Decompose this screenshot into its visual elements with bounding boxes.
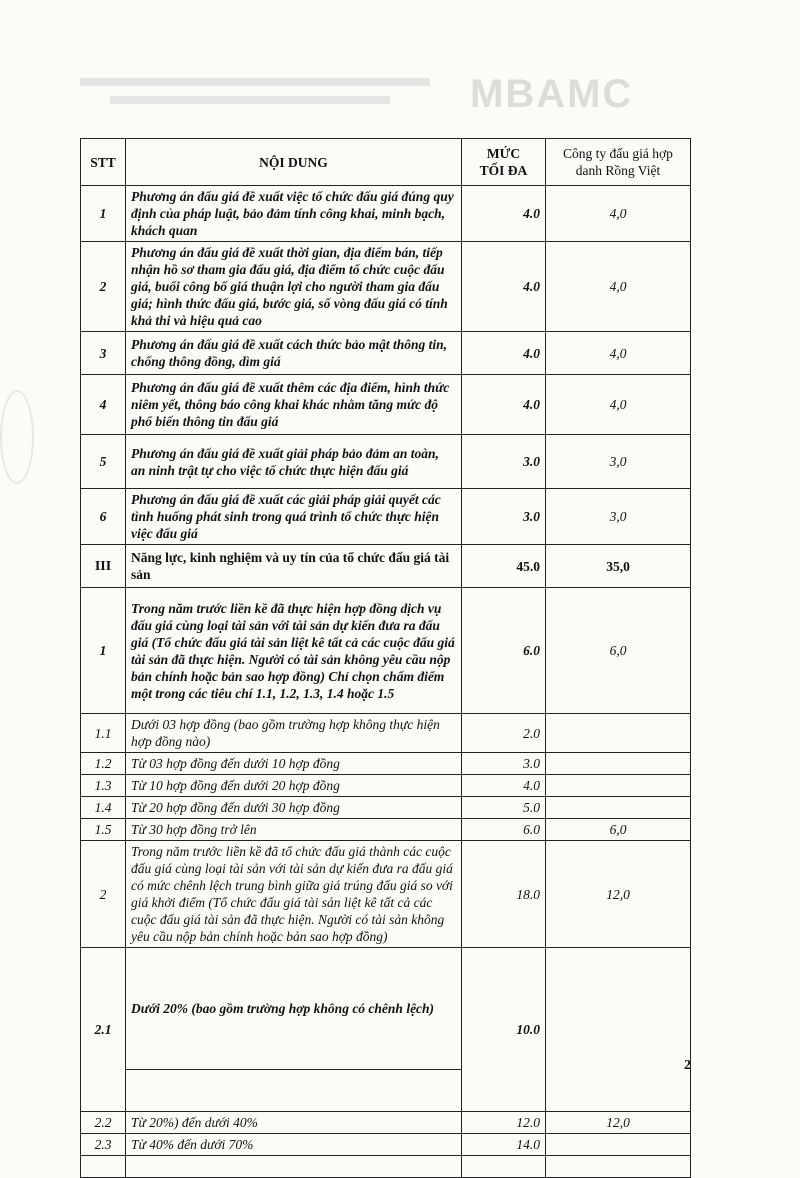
- table-row: [81, 753, 691, 775]
- row-max-score: 12.0: [462, 1112, 546, 1134]
- table-row: [81, 775, 691, 797]
- row-content: Phương án đấu giá đề xuất thêm các địa điểm, hình thức niêm yết, thông báo công khai khác nhằm tăng mức độ phổ biến thông tin đấu giá: [126, 375, 462, 435]
- row-company-score: [546, 1134, 691, 1156]
- row-max-score: 4.0: [462, 242, 546, 332]
- row-stt: 3: [81, 332, 126, 375]
- bleed-through-line: [110, 96, 390, 104]
- row-stt: 2.1: [81, 948, 126, 1112]
- row-stt: 1.4: [81, 797, 126, 819]
- row-company-score: 4,0: [546, 375, 691, 435]
- row-max-score: 14.0: [462, 1134, 546, 1156]
- row-stt: III: [81, 545, 126, 588]
- row-stt: 2: [81, 242, 126, 332]
- table-row: [81, 819, 691, 841]
- row-company-score: [546, 753, 691, 775]
- row-company-score: 12,0: [546, 841, 691, 948]
- row-company-score: 4,0: [546, 242, 691, 332]
- row-stt: 1.3: [81, 775, 126, 797]
- header-company: [546, 139, 691, 186]
- row-stt: 4: [81, 375, 126, 435]
- row-max-score: 3.0: [462, 435, 546, 489]
- row-max-score: 6.0: [462, 588, 546, 714]
- row-stt: 1: [81, 186, 126, 242]
- table-row: [81, 242, 691, 332]
- row-content-note: [126, 1070, 462, 1112]
- row-max-score: [462, 1156, 546, 1178]
- scoring-table: [80, 138, 691, 1178]
- row-company-score: 3,0: [546, 489, 691, 545]
- table-row: [81, 435, 691, 489]
- row-content: Từ 30 hợp đồng trở lên: [126, 819, 462, 841]
- row-max-score: 10.0: [462, 948, 546, 1112]
- row-company-score: 12,0: [546, 1112, 691, 1134]
- row-stt: 1.1: [81, 714, 126, 753]
- row-company-score: [546, 797, 691, 819]
- table-header-row: [81, 139, 691, 186]
- row-content: Từ 03 hợp đồng đến dưới 10 hợp đồng: [126, 753, 462, 775]
- row-content: Phương án đấu giá đề xuất giải pháp bảo đảm an toàn, an ninh trật tự cho việc tổ chức thực hiện đấu giá: [126, 435, 462, 489]
- row-company-score: 6,0: [546, 819, 691, 841]
- row-content: [126, 1156, 462, 1178]
- row-max-score: 4.0: [462, 775, 546, 797]
- row-max-score: 3.0: [462, 489, 546, 545]
- row-max-score: 45.0: [462, 545, 546, 588]
- row-max-score: 18.0: [462, 841, 546, 948]
- row-content: Phương án đấu giá đề xuất việc tổ chức đấu giá đúng quy định của pháp luật, bảo đảm tính công khai, minh bạch, khách quan: [126, 186, 462, 242]
- row-company-score: 4,0: [546, 186, 691, 242]
- row-max-score: 3.0: [462, 753, 546, 775]
- row-content: Phương án đấu giá đề xuất thời gian, địa điểm bán, tiếp nhận hồ sơ tham gia đấu giá, địa điểm tổ chức cuộc đấu giá, buổi công bố giá thuận lợi cho người tham gia đấu giá; hình thức đấu giá, bước giá, số vòng đấu giá có tính khả thi và hiệu quả cao: [126, 242, 462, 332]
- table-row: [81, 1156, 691, 1178]
- table-row: [81, 588, 691, 714]
- row-stt: 1.2: [81, 753, 126, 775]
- header-max-line1: MỨC: [486, 146, 521, 161]
- row-stt: 1: [81, 588, 126, 714]
- row-company-score: 6,0: [546, 588, 691, 714]
- row-company-score: 35,0: [546, 545, 691, 588]
- row-company-score: 4,0: [546, 332, 691, 375]
- table-row: [81, 332, 691, 375]
- row-stt: 2: [81, 841, 126, 948]
- row-max-score: 4.0: [462, 332, 546, 375]
- bleed-through-stamp: [0, 390, 34, 484]
- row-content: Từ 20 hợp đồng đến dưới 30 hợp đồng: [126, 797, 462, 819]
- bleed-through-logo: MBAMC: [470, 72, 634, 116]
- table-row: [81, 948, 691, 1070]
- header-content: NỘI DUNG: [126, 139, 462, 186]
- row-content: Phương án đấu giá đề xuất cách thức bảo mật thông tin, chống thông đồng, dìm giá: [126, 332, 462, 375]
- table-row: [81, 714, 691, 753]
- table-row: [81, 375, 691, 435]
- table-row: [81, 186, 691, 242]
- row-max-score: 4.0: [462, 375, 546, 435]
- row-content: Từ 20%) đến dưới 40%: [126, 1112, 462, 1134]
- row-stt: 5: [81, 435, 126, 489]
- row-content: Dưới 20% (bao gồm trường hợp không có chênh lệch): [126, 948, 462, 1070]
- table-row: [81, 1134, 691, 1156]
- row-content: Phương án đấu giá đề xuất các giải pháp giải quyết các tình huống phát sinh trong quá trình tổ chức thực hiện việc đấu giá: [126, 489, 462, 545]
- row-stt: 6: [81, 489, 126, 545]
- row-stt: 2.2: [81, 1112, 126, 1134]
- row-max-score: 5.0: [462, 797, 546, 819]
- table-row-section: [81, 545, 691, 588]
- bleed-through-letterhead: [80, 72, 720, 132]
- table-row: [81, 489, 691, 545]
- page-number: 2: [684, 1058, 691, 1073]
- header-company-line1: Công ty đấu giá hợp: [563, 146, 673, 161]
- row-company-score: [546, 714, 691, 753]
- row-max-score: 2.0: [462, 714, 546, 753]
- row-content: Trong năm trước liền kề đã tổ chức đấu giá thành các cuộc đấu giá cùng loại tài sản với tài sản dự kiến đưa ra đấu giá có mức chênh lệch trung bình giữa giá trúng đấu giá so với giá khởi điểm (Tổ chức đấu giá tài sản liệt kê tất cả các cuộc đấu giá tài sản đã thực hiện. Người có tài sản không yêu cầu nộp bản chính hoặc bản sao hợp đồng): [126, 841, 462, 948]
- table-row: [81, 1112, 691, 1134]
- header-company-line2: danh Rồng Việt: [575, 163, 661, 178]
- row-content: Từ 10 hợp đồng đến dưới 20 hợp đồng: [126, 775, 462, 797]
- row-max-score: 4.0: [462, 186, 546, 242]
- bleed-through-line: [80, 78, 430, 86]
- row-content: Trong năm trước liền kề đã thực hiện hợp đồng dịch vụ đấu giá cùng loại tài sản với tài sản dự kiến đưa ra đấu giá (Tổ chức đấu giá tài sản liệt kê tất cả các cuộc đấu giá tài sản đã thực hiện. Người có tài sản không yêu cầu nộp bản chính hoặc bản sao hợp đồng) Chỉ chọn chấm điểm một trong các tiêu chí 1.1, 1.2, 1.3, 1.4 hoặc 1.5: [126, 588, 462, 714]
- header-max-line2: TỐI ĐA: [479, 163, 528, 178]
- row-max-score: 6.0: [462, 819, 546, 841]
- row-content: Từ 40% đến dưới 70%: [126, 1134, 462, 1156]
- header-stt: STT: [81, 139, 126, 186]
- row-stt: 1.5: [81, 819, 126, 841]
- header-max-score: [462, 139, 546, 186]
- row-company-score: 3,0: [546, 435, 691, 489]
- row-company-score: [546, 948, 691, 1112]
- table-row: [81, 797, 691, 819]
- row-content: Dưới 03 hợp đồng (bao gồm trường hợp không thực hiện hợp đồng nào): [126, 714, 462, 753]
- table-row: [81, 841, 691, 948]
- row-content: Năng lực, kinh nghiệm và uy tín của tổ chức đấu giá tài sản: [126, 545, 462, 588]
- row-stt: [81, 1156, 126, 1178]
- row-stt: 2.3: [81, 1134, 126, 1156]
- row-company-score: [546, 775, 691, 797]
- row-company-score: [546, 1156, 691, 1178]
